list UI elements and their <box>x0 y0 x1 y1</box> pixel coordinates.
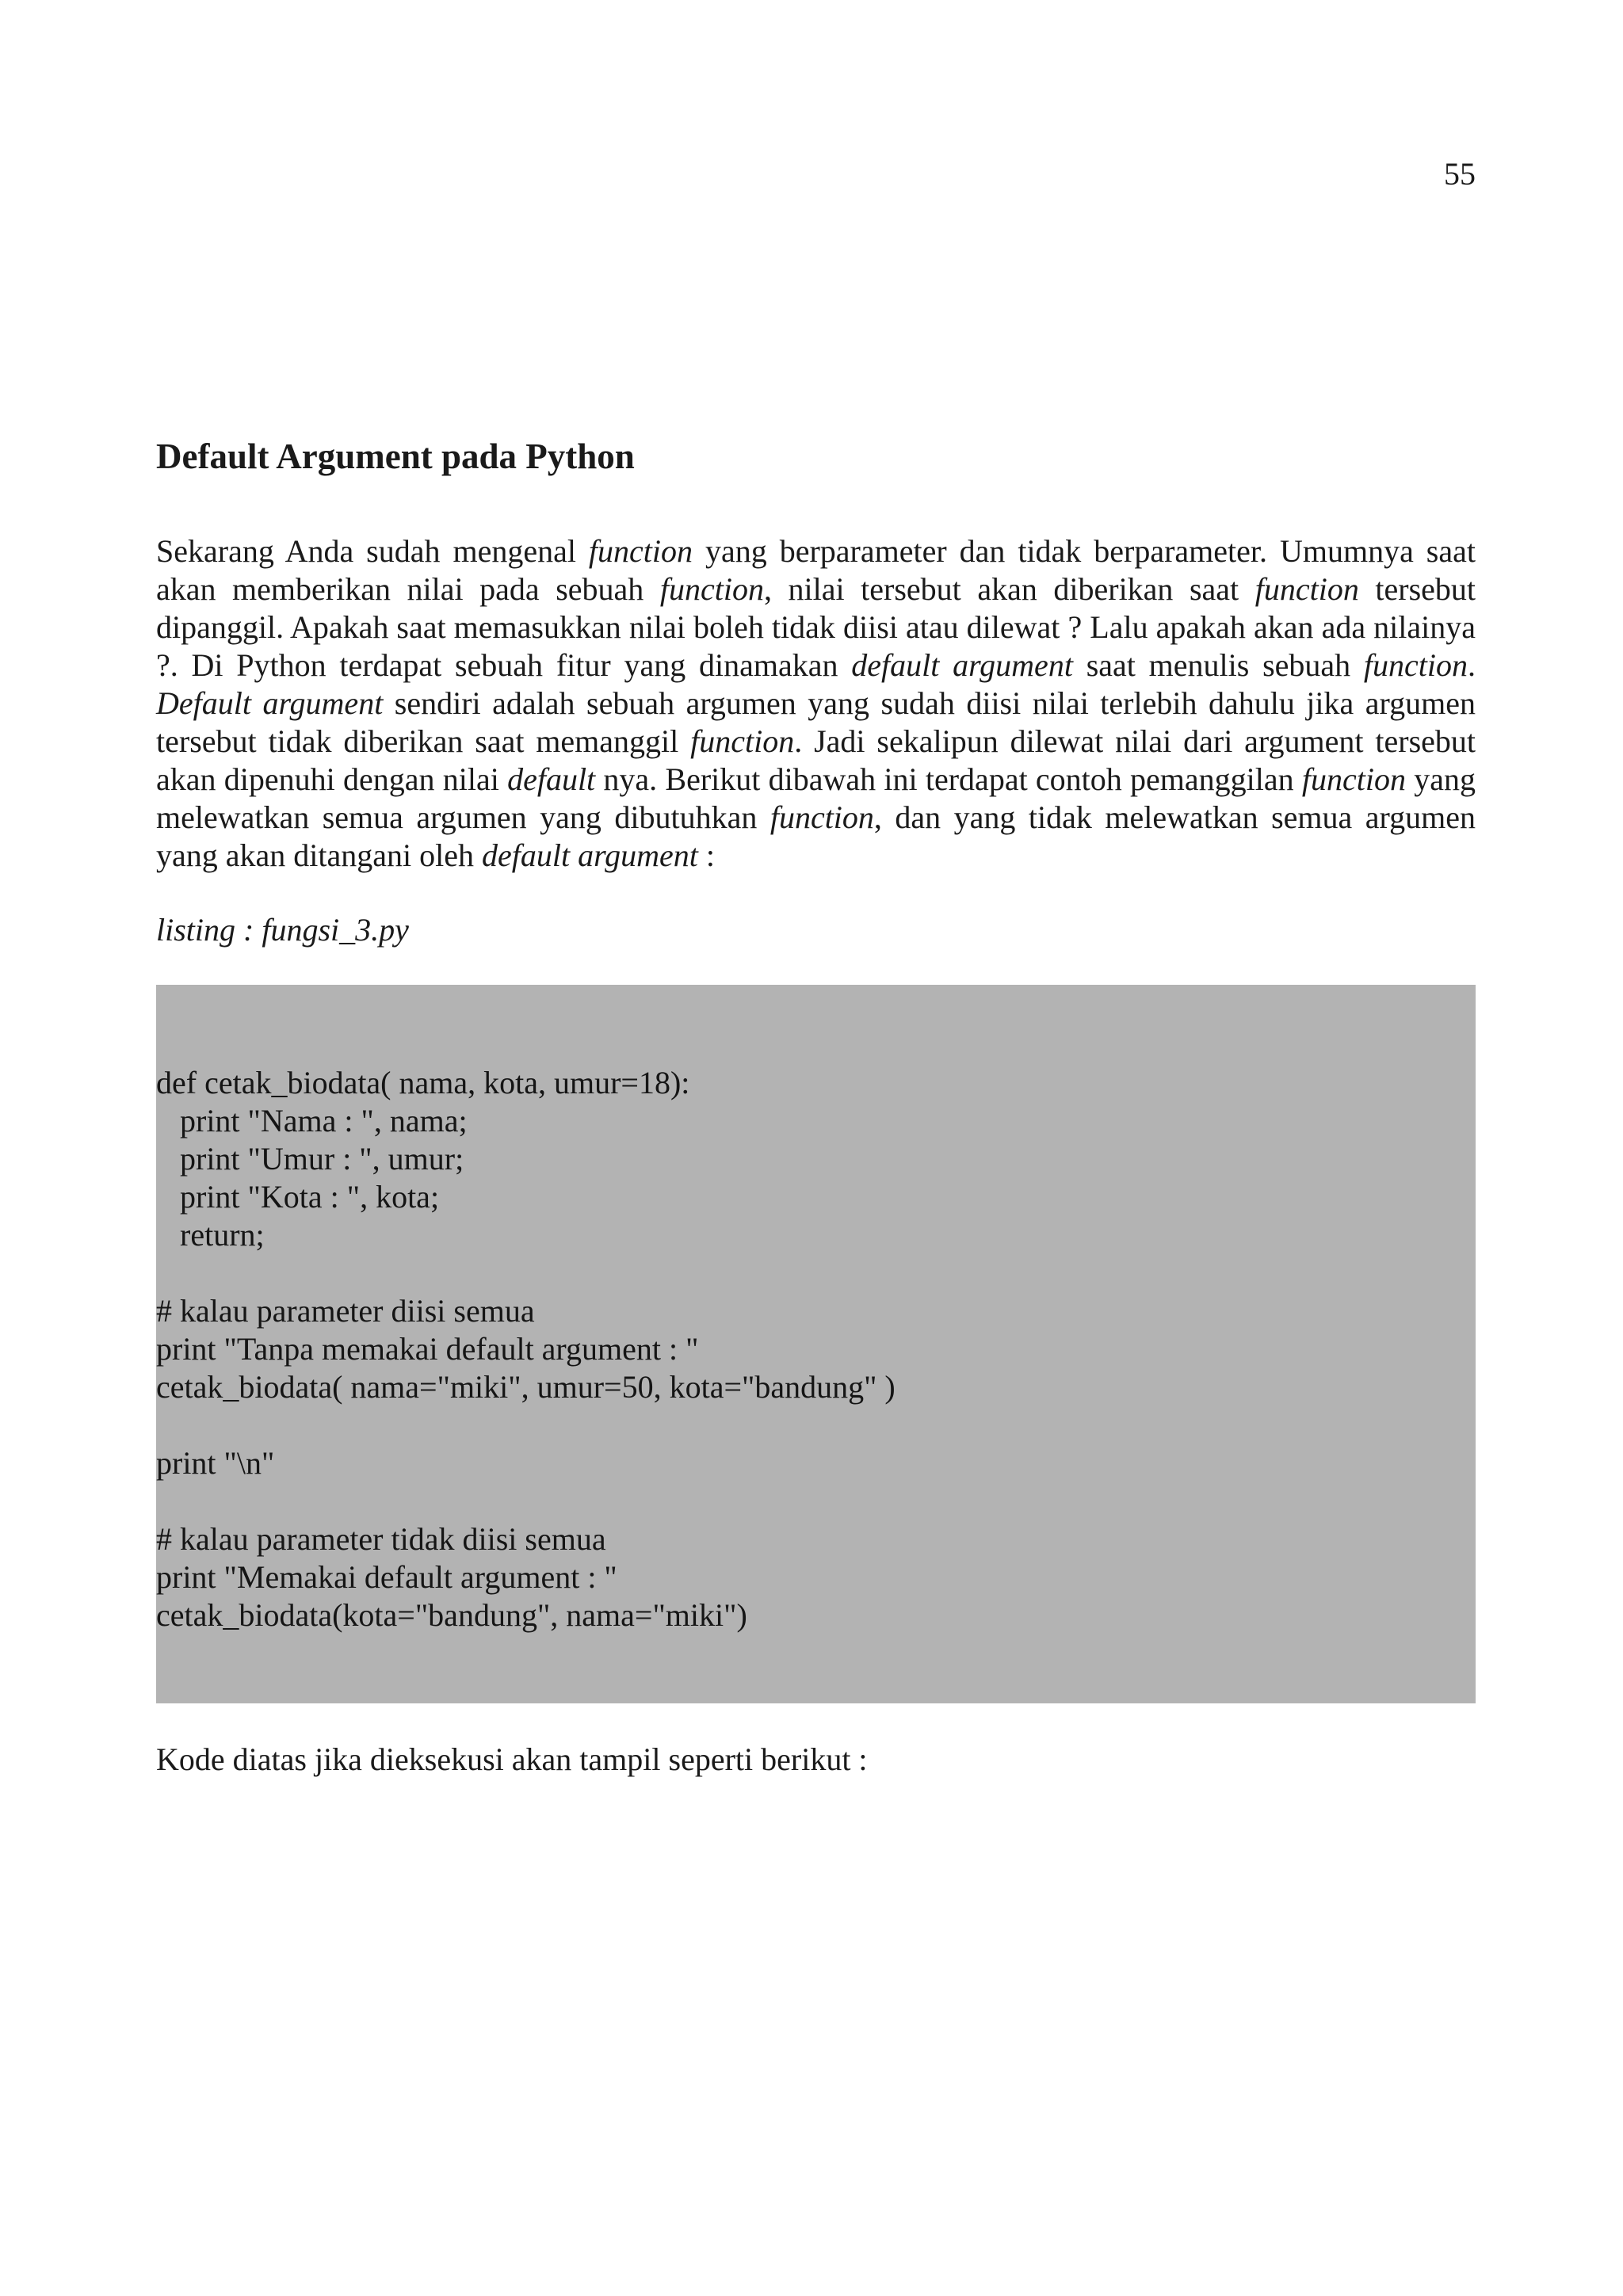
code-block <box>156 985 1476 1703</box>
paragraph-italic-run: function <box>588 533 693 569</box>
paragraph-run: . Jadi sekalipun dilewat nilai dari argument tersebut akan dipenuhi dengan nilai <box>156 723 1476 797</box>
paragraph-run: yang melewatkan semua argumen yang dibutuhkan <box>156 761 1476 835</box>
paragraph-run: . <box>1468 647 1476 683</box>
paragraph-italic-run: function <box>769 799 874 835</box>
code-line: print "Tanpa memakai default argument : " <box>156 1331 699 1367</box>
paragraph-run: nya. Berikut dibawah ini terdapat contoh pemanggilan <box>595 761 1302 797</box>
code-line: print "Nama : ", nama; <box>156 1103 468 1138</box>
paragraph-run: : <box>697 837 716 873</box>
page-number: 55 <box>1444 156 1476 192</box>
paragraph-italic-run: function <box>1363 647 1468 683</box>
body-paragraph <box>156 532 1476 875</box>
code-line: print "\n" <box>156 1445 275 1481</box>
paragraph-italic-run: default <box>507 761 596 797</box>
section-heading: Default Argument pada Python <box>156 437 635 476</box>
paragraph-italic-run: default argument <box>481 837 698 873</box>
listing-caption: listing : fungsi_3.py <box>156 912 409 948</box>
code-line: print "Umur : ", umur; <box>156 1141 464 1177</box>
paragraph-italic-run: Default argument <box>156 685 384 721</box>
paragraph-run: saat menulis sebuah <box>1072 647 1364 683</box>
paragraph-run: tersebut dipanggil. Apakah saat memasukkan nilai boleh tidak diisi atau dilewat ? Lalu apakah akan ada nilainya ?. Di Python terdapat sebuah fitur yang dinamakan <box>156 571 1476 683</box>
code-line: cetak_biodata(kota="bandung", nama="miki") <box>156 1597 747 1633</box>
paragraph-run: , dan yang tidak melewatkan semua argumen yang akan ditangani oleh <box>156 799 1476 873</box>
code-line: return; <box>156 1217 265 1253</box>
code-line: # kalau parameter tidak diisi semua <box>156 1521 606 1557</box>
code-line: cetak_biodata( nama="miki", umur=50, kota="bandung" ) <box>156 1369 896 1405</box>
paragraph-italic-run: function <box>1254 571 1359 607</box>
paragraph-run: Sekarang Anda sudah mengenal <box>156 533 589 569</box>
code-line: # kalau parameter diisi semua <box>156 1293 535 1329</box>
code-line <box>156 1254 1476 1292</box>
paragraph-run: sendiri adalah sebuah argumen yang sudah diisi nilai terlebih dahulu jika argumen tersebut tidak diberikan saat memanggil <box>156 685 1476 759</box>
code-line <box>156 1406 1476 1444</box>
paragraph-run: , nilai tersebut akan diberikan saat <box>763 571 1255 607</box>
code-line: print "Kota : ", kota; <box>156 1179 440 1215</box>
code-line <box>156 1482 1476 1520</box>
closing-text: Kode diatas jika dieksekusi akan tampil seperti berikut : <box>156 1741 868 1777</box>
code-line: print "Memakai default argument : " <box>156 1559 617 1595</box>
paragraph-italic-run: default argument <box>851 647 1073 683</box>
paragraph-italic-run: function <box>659 571 764 607</box>
paragraph-italic-run: function <box>1301 761 1406 797</box>
code-line: def cetak_biodata( nama, kota, umur=18): <box>156 1065 690 1100</box>
paragraph-run: yang berparameter dan tidak berparameter. Umumnya saat akan memberikan nilai pada sebuah <box>156 533 1476 607</box>
paragraph-italic-run: function <box>690 723 795 759</box>
